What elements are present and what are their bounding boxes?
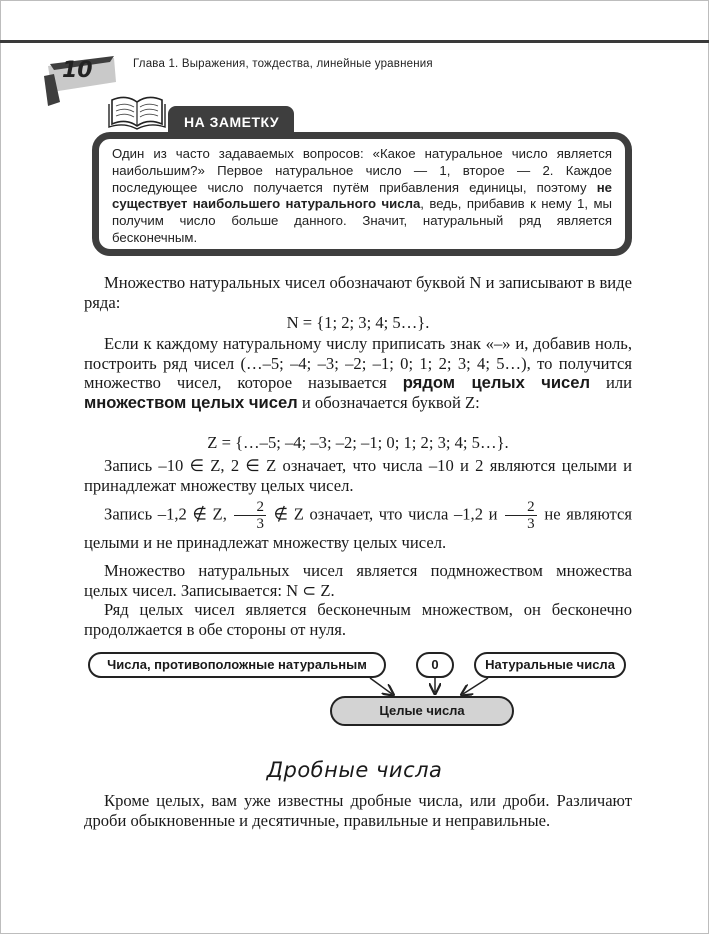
term-integer-set: множеством целых чисел — [84, 392, 298, 412]
page-number: 10 — [62, 58, 93, 83]
note-bold-text: не существует наибольшего натурального числа — [112, 179, 612, 212]
arrow-right — [463, 678, 488, 694]
note-text: Один из часто задаваемых вопросов: «Какое натуральное число является наибольшим?» Первое натуральное число — 1, второе — 2. Каждое последующее число получается путём прибавления единицы, поэтому не существует наибольшего натурального числа, ведь, прибавив к нему 1, мы получим число больше данного. Значит, натуральный ряд является бесконечным. — [112, 146, 612, 245]
fraction-two-thirds-2: $\frac{2}{3}$ — [505, 499, 537, 532]
arrow-left — [370, 678, 392, 694]
running-title: Глава 1. Выражения, тождества, линейные уравнения — [133, 58, 433, 70]
paragraph-fractions: Кроме целых, вам уже известны дробные числа, или дроби. Различают дроби обыкновенные и десятичные, правильные и неправильные. — [84, 791, 632, 830]
diagram-integers: Целые числа — [330, 696, 514, 726]
formula-integer-set: Z = {…–5; –4; –3; –2; –1; 0; 1; 2; 3; 4; 5…}. — [207, 433, 509, 452]
note-tab-label: НА ЗАМЕТКУ — [184, 114, 280, 130]
diagram-opposite-naturals: Числа, противоположные натуральным — [88, 652, 386, 678]
paragraph-natural: Множество натуральных чисел обозначают буквой N и записывают в виде ряда: — [84, 273, 632, 312]
formula-natural-set: N = {1; 2; 3; 4; 5…}. — [286, 313, 430, 332]
paragraph-subset: Множество натуральных чисел является подмножеством множества целых чисел. Записывается: N ⊂ Z. — [84, 561, 632, 600]
diagram-zero: 0 — [416, 652, 454, 678]
diagram-naturals: Натуральные числа — [474, 652, 626, 678]
section-title: Дробные числа — [266, 758, 443, 782]
term-integer-row: рядом целых чисел — [402, 373, 591, 393]
paragraph-membership: Запись –10 ∈ Z, 2 ∈ Z означает, что числа –10 и 2 являются целыми и принадлежат множеству целых чисел. — [84, 456, 632, 495]
paragraph-non-membership: Запись –1,2 ∉ Z, $\frac{2}{3}$ ∉ Z означает, что числа –1,2 и $\frac{2}{3}$ не являются целыми и не принадлежат множеству целых чисел. — [84, 499, 632, 552]
paragraph-infinite: Ряд целых чисел является бесконечным множеством, он бесконечно продолжается в обе стороны от нуля. — [84, 600, 632, 639]
paragraph-integers: Если к каждому натуральному числу приписать знак «–» и, добавив ноль, построить ряд чисел (…–5; –4; –3; –2; –1; 0; 1; 2; 3; 4; 5…), то получится множество чисел, которое называется рядом целых чисел или множеством целых чисел и обозначается буквой Z: — [84, 334, 632, 412]
fraction-two-thirds: $\frac{2}{3}$ — [234, 499, 266, 532]
